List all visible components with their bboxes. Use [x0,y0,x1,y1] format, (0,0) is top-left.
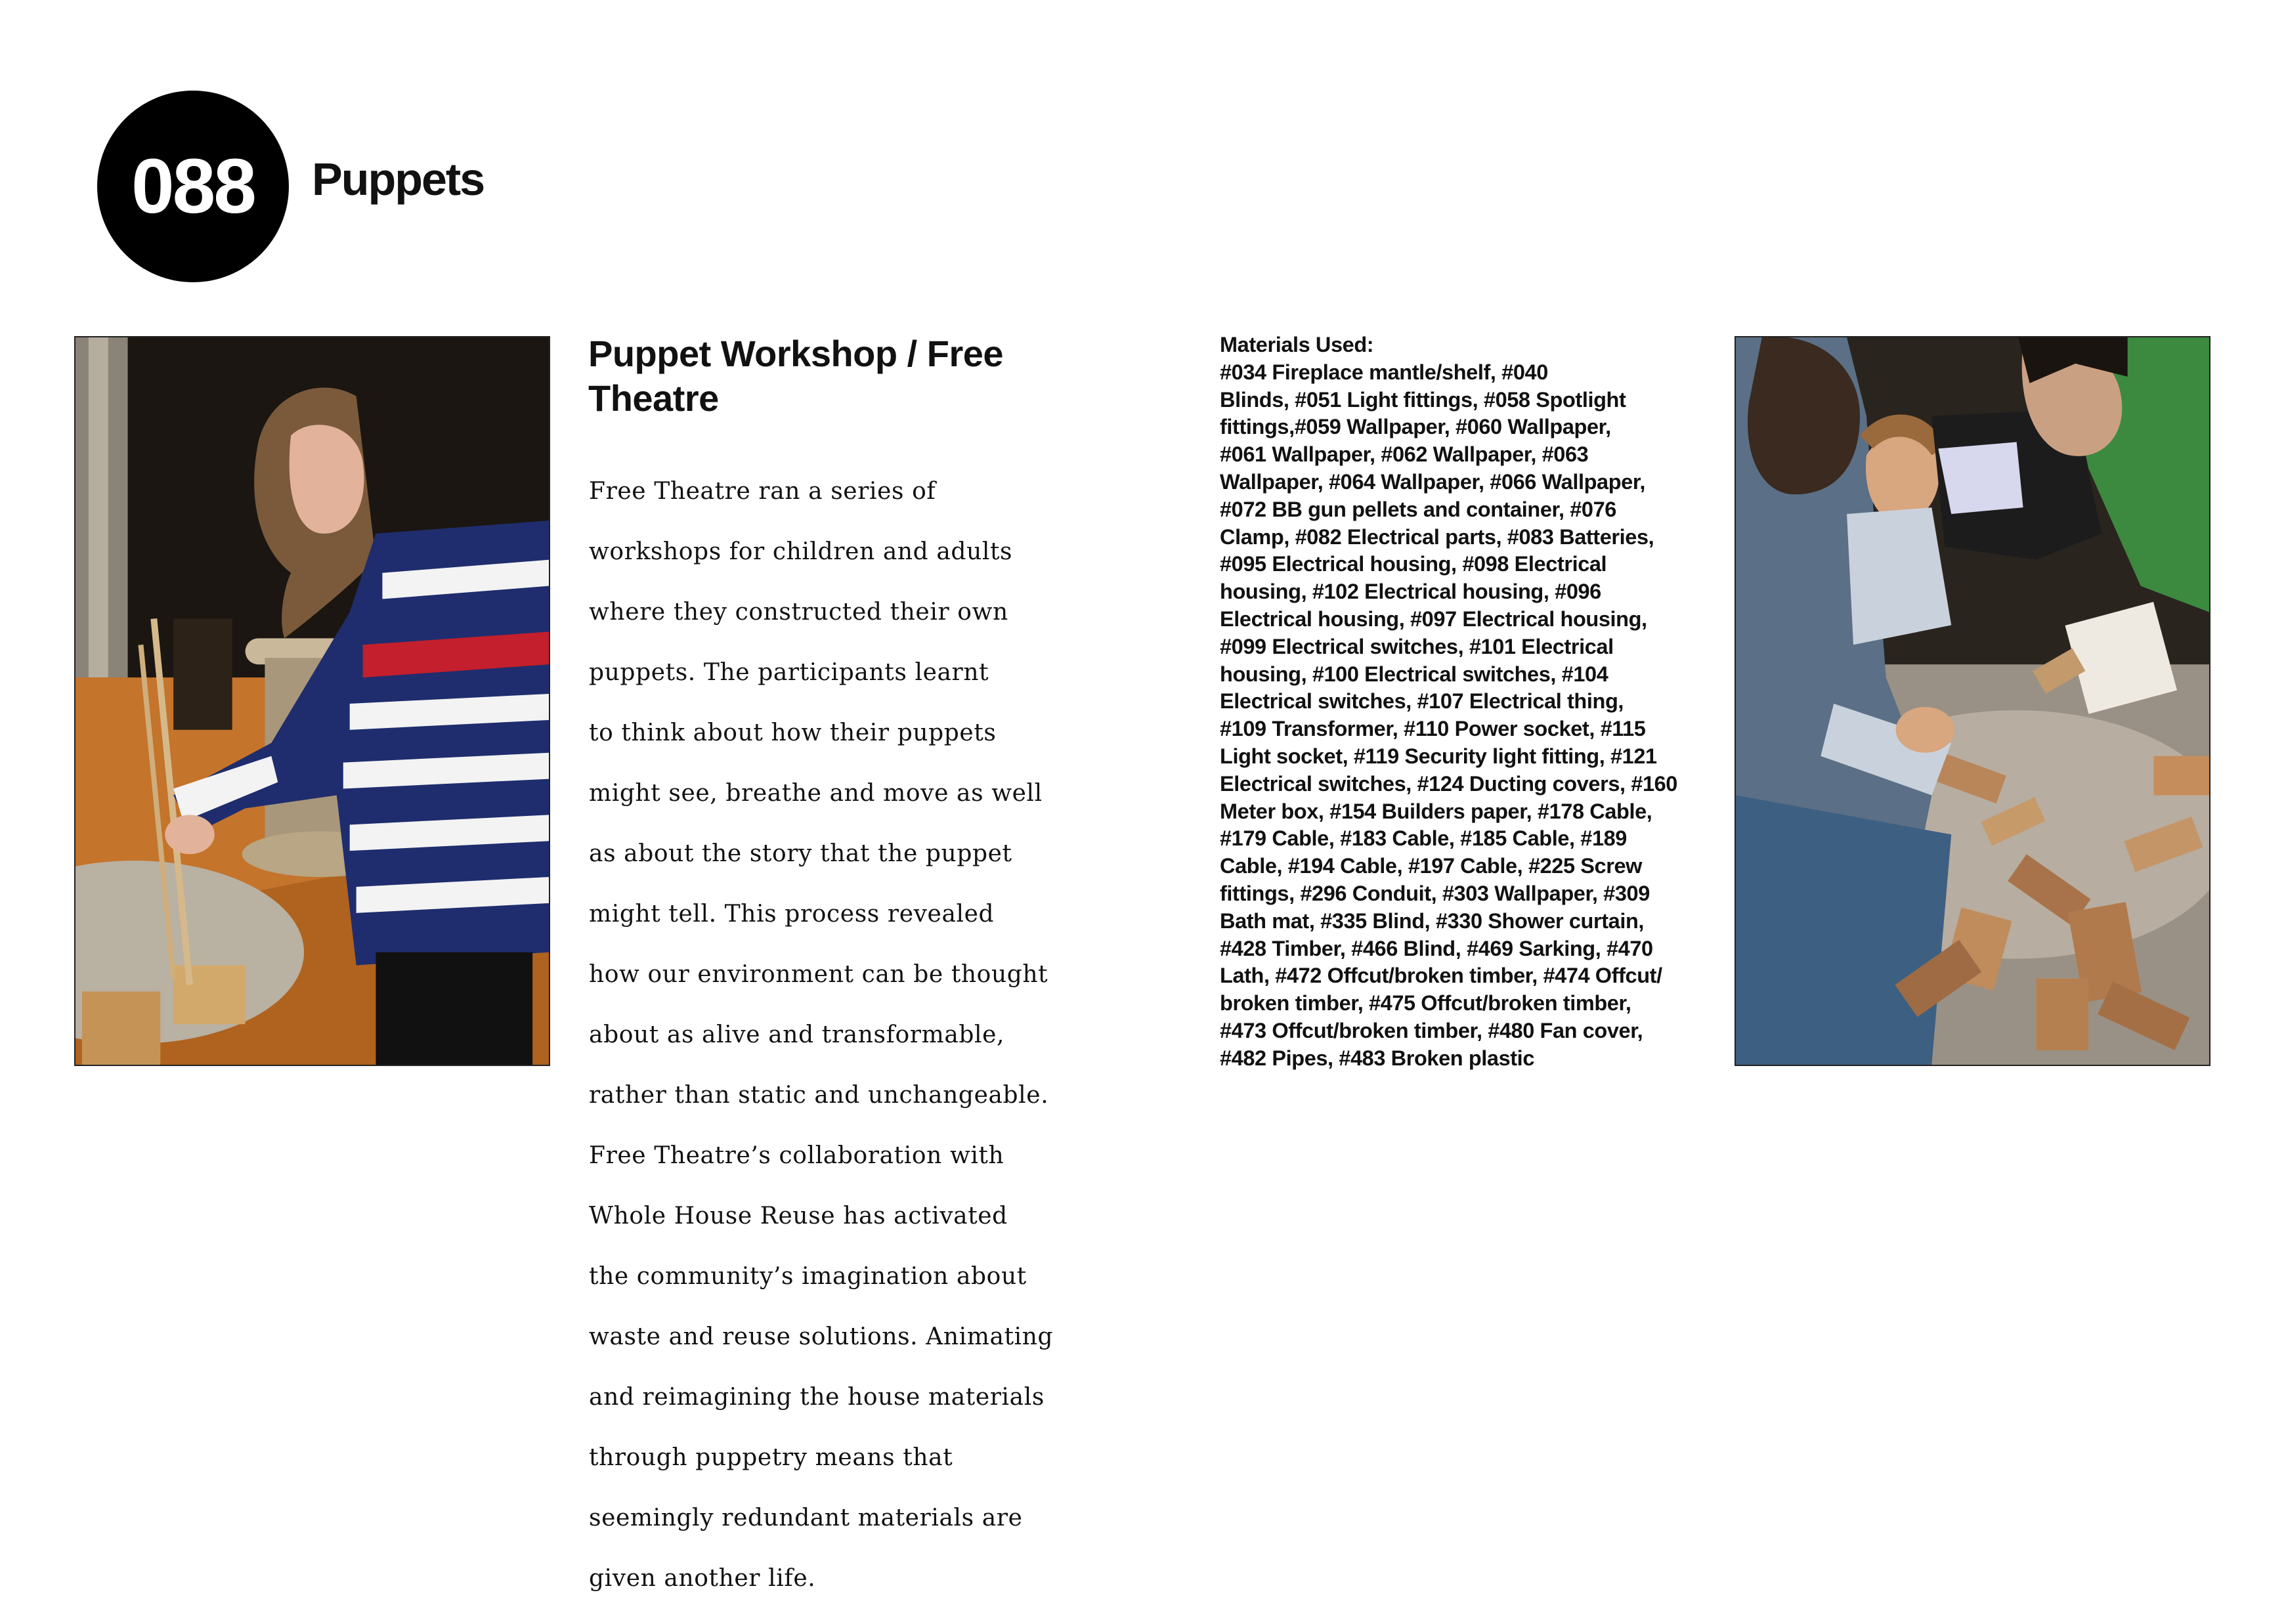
materials-line: Electrical switches, #107 Electrical thing, [1220,689,1624,714]
page-number: 088 [131,143,255,230]
materials-list [1220,331,1719,1073]
article-title [588,331,1061,421]
materials-line: #482 Pipes, #483 Broken plastic [1220,1046,1534,1070]
body-line: where they constructed their own [589,599,1008,626]
materials-line: Light socket, #119 Security light fitting, #121 [1220,744,1657,768]
body-line: Whole House Reuse has activated [589,1203,1008,1229]
materials-line: fittings,#059 Wallpaper, #060 Wallpaper, [1220,415,1611,439]
body-line: might see, breathe and move as well [589,780,1043,807]
materials-line: housing, #100 Electrical switches, #104 [1220,662,1608,686]
body-line: as about the story that the puppet [589,840,1012,867]
article-title-line: Puppet Workshop / Free [588,333,1004,374]
body-line: and reimagining the house materials [589,1384,1045,1411]
materials-line: #099 Electrical switches, #101 Electrical [1220,634,1614,658]
body-line: Free Theatre’s collaboration with [589,1142,1004,1169]
materials-line: #034 Fireplace mantle/shelf, #040 [1220,360,1548,384]
body-line: puppets. The participants learnt [589,659,989,686]
body-line: Free Theatre ran a series of [589,478,936,505]
materials-line: #095 Electrical housing, #098 Electrical [1220,552,1607,576]
materials-line: broken timber, #475 Offcut/broken timber, [1220,991,1631,1015]
materials-line: Lath, #472 Offcut/broken timber, #474 Offcut/ [1220,964,1662,988]
body-line: through puppetry means that [589,1444,953,1471]
materials-line: #109 Transformer, #110 Power socket, #115 [1220,717,1646,741]
materials-line: Wallpaper, #064 Wallpaper, #066 Wallpaper, [1220,469,1645,494]
article-title-line: Theatre [588,377,719,419]
page-number-badge [97,91,289,282]
section-title: Puppets [312,154,485,205]
materials-line: Electrical housing, #097 Electrical housing, [1220,607,1647,631]
materials-line: Blinds, #051 Light fittings, #058 Spotlight [1220,387,1626,412]
body-line: waste and reuse solutions. Animating [589,1323,1054,1350]
body-line: the community’s imagination about [589,1263,1027,1290]
materials-line: Electrical switches, #124 Ducting covers, #160 [1220,771,1677,796]
body-line: how our environment can be thought [589,961,1048,988]
materials-line: Meter box, #154 Builders paper, #178 Cable, [1220,799,1652,823]
materials-line: Cable, #194 Cable, #197 Cable, #225 Screw [1220,854,1643,878]
materials-line: Clamp, #082 Electrical parts, #083 Batteries, [1220,524,1654,549]
materials-line: #473 Offcut/broken timber, #480 Fan cover, [1220,1018,1643,1042]
materials-line: #072 BB gun pellets and container, #076 [1220,497,1616,521]
materials-line: Bath mat, #335 Blind, #330 Shower curtain, [1220,908,1645,933]
body-line: to think about how their puppets [589,719,997,746]
materials-line: housing, #102 Electrical housing, #096 [1220,580,1601,604]
photo-girl-puppet [74,336,550,1066]
photo-children-building [1735,336,2211,1066]
body-line: seemingly redundant materials are [589,1505,1023,1531]
materials-line: #428 Timber, #466 Blind, #469 Sarking, #470 [1220,936,1653,960]
article-body [589,446,1068,1624]
materials-line: #061 Wallpaper, #062 Wallpaper, #063 [1220,442,1589,467]
body-line: rather than static and unchangeable. [589,1082,1049,1109]
body-line: workshops for children and adults [589,538,1013,565]
body-line: about as alive and transformable, [589,1021,1005,1048]
materials-line: fittings, #296 Conduit, #303 Wallpaper, #309 [1220,881,1650,905]
materials-line: #179 Cable, #183 Cable, #185 Cable, #189 [1220,826,1627,851]
body-line: might tell. This process revealed [589,901,995,928]
materials-heading: Materials Used: [1220,333,1374,356]
body-line: given another life. [589,1565,816,1592]
